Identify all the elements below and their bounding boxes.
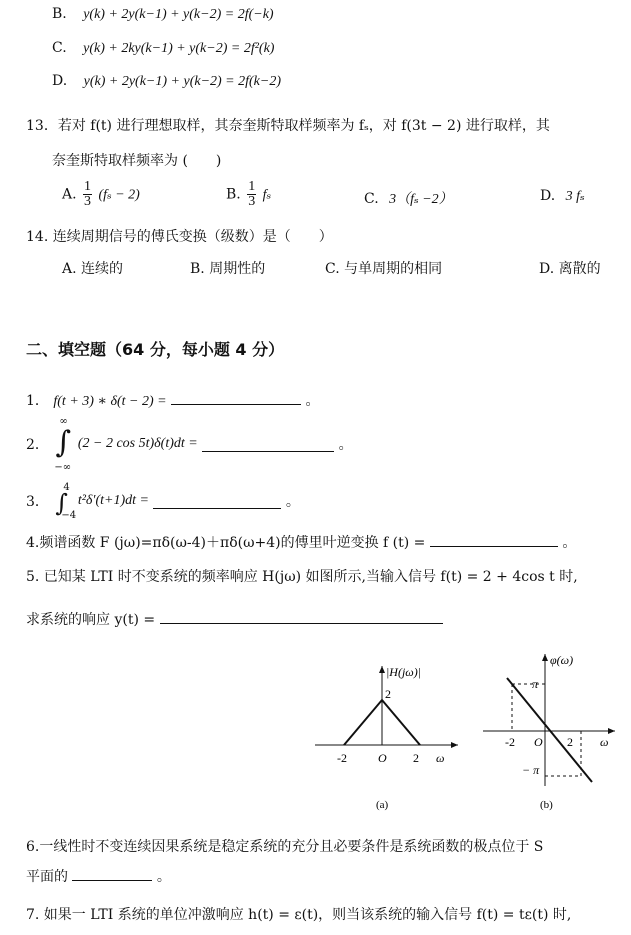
answer-blank[interactable] [153,494,281,509]
caption-a: (a) [376,799,389,811]
integral-sign: ∞ ∫ −∞ [54,416,72,473]
peak-label: 2 [385,687,391,701]
q13-option-b: B. $\frac{1}{3}$ fₛ [226,179,272,209]
q12-option-b: B. y(k) + 2y(k−1) + y(k−2) = 2f(−k) [52,6,274,22]
phase-line [507,678,592,782]
neg-pi-label: − π [522,763,540,777]
fraction: $\frac{1}{3}$ [84,179,92,209]
fill-q5: 5. 已知某 LTI 时不变系统的频率响应 H(jω) 如图所示,当输入信号 f(t) = 2 + 4cos t 时, [26,569,578,585]
q14-stem: 14. 连续周期信号的傅氏变换（级数）是（ ） [26,229,333,245]
ylabel-b: φ(ω) [550,653,574,667]
q14-option-c: C. 与单周期的相同 [325,261,443,277]
q14-option-b: B. 周期性的 [190,261,266,277]
fraction: $\frac{1}{3}$ [248,179,256,209]
q13-stem-cont: 奈奎斯特取样频率为 ( ) [52,153,222,169]
pi-label: π [532,677,539,691]
x-axis-arrow [451,742,458,748]
q13-option-d: D. 3 fₛ [540,188,585,204]
integral-sign: 4 ∫ −4 [55,482,77,521]
x-axis-arrow [608,728,615,734]
q14-option-d: D. 离散的 [539,261,601,277]
xlabel-a: ω [436,751,445,765]
q13-option-c: C. 3（fₛ −2） [364,191,453,207]
y-axis-arrow [379,666,385,673]
q12-option-d: D. y(k) + 2y(k−1) + y(k−2) = 2f(k−2) [52,73,282,89]
caption-b: (b) [540,799,553,811]
tick-left: -2 [337,751,347,765]
tick-right: 2 [413,751,419,765]
tick-right: 2 [567,735,573,749]
origin-label: O [534,735,543,749]
origin-label: O [378,751,387,765]
q14-option-a: A. 连续的 [62,261,124,277]
answer-blank[interactable] [72,866,152,881]
answer-blank[interactable] [160,609,443,624]
frequency-response-figures [300,648,630,820]
q12-option-c: C. y(k) + 2ky(k−1) + y(k−2) = 2f²(k) [52,40,275,56]
fill-q6-cont: 平面的 。 [26,866,171,886]
answer-blank[interactable] [430,532,558,547]
answer-blank[interactable] [171,390,301,405]
fill-q3: 3． 4 ∫ −4 t²δ′(t+1)dt = 。 [26,482,300,521]
figure-b-phase [483,653,615,811]
q13-option-a: A. $\frac{1}{3}$ (fₛ − 2) [62,179,140,209]
y-axis-arrow [542,654,548,661]
answer-blank[interactable] [202,437,334,452]
fill-q6: 6.一线性时不变连续因果系统是稳定系统的充分且必要条件是系统函数的极点位于 S [26,839,544,855]
tick-left: -2 [505,735,515,749]
ylabel-a: |H(jω)| [386,665,422,679]
section-title: 二、填空题（64 分，每小题 4 分） [26,340,285,359]
fill-q1: 1． f(t + 3) ∗ δ(t − 2) = 。 [26,390,319,410]
fill-q2: 2． ∞ ∫ −∞ (2 − 2 cos 5t)δ(t)dt = 。 [26,416,353,473]
figure-a-magnitude [315,665,458,811]
fill-q4: 4.频谱函数 F (jω)=πδ(ω-4)＋πδ(ω+4)的傅里叶逆变换 f (t) = 。 [26,532,576,552]
q13-stem: 13．若对 f(t) 进行理想取样，其奈奎斯特取样频率为 fₛ，对 f(3t − 2) 进行取样，其 [26,118,550,134]
xlabel-b: ω [600,735,609,749]
fill-q5-response: 求系统的响应 y(t) = [26,609,443,629]
fill-q7: 7. 如果一 LTI 系统的单位冲激响应 h(t) = ε(t)，则当该系统的输入信号 f(t) = tε(t) 时, [26,907,572,923]
